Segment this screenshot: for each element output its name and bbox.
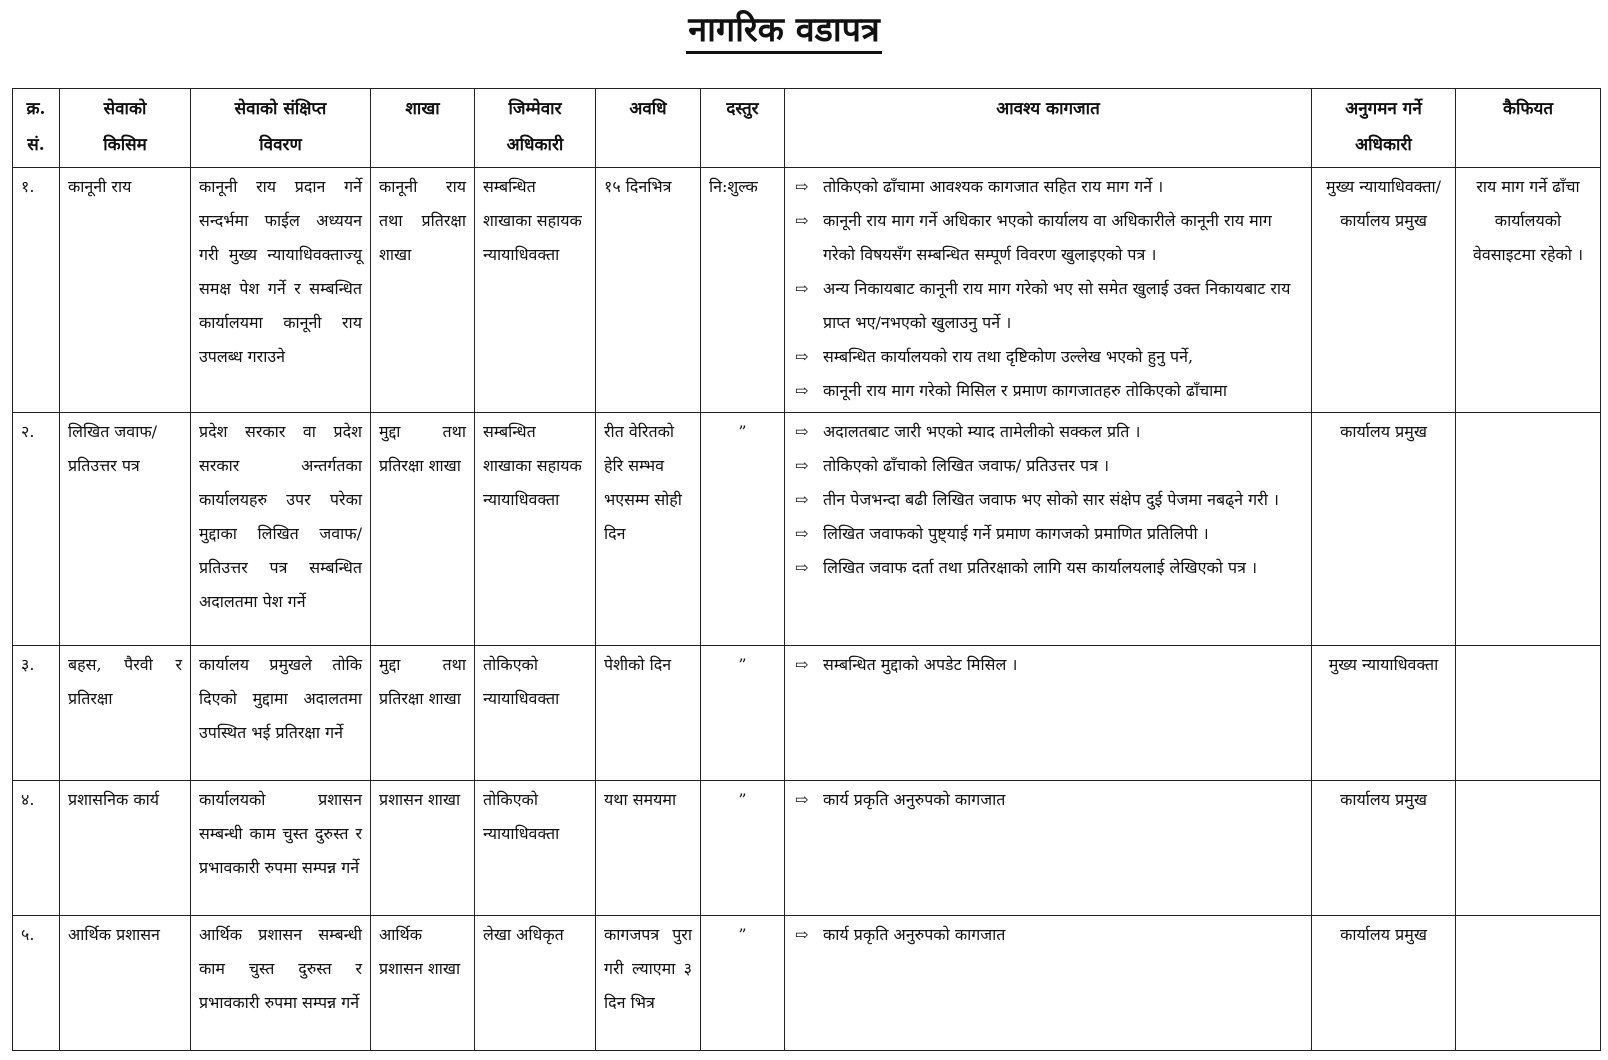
- arrow-right-icon: ⇨: [795, 177, 809, 196]
- header-brief: [191, 89, 371, 168]
- list-item: [793, 648, 1303, 682]
- cell-sn: १.: [13, 168, 60, 413]
- header-service-type: [60, 89, 191, 168]
- arrow-right-icon: ⇨: [795, 456, 809, 475]
- arrow-right-icon: ⇨: [795, 211, 809, 230]
- list-item: [793, 340, 1303, 374]
- cell-monitor: कार्यालय प्रमुख: [1312, 413, 1456, 646]
- cell-documents: [785, 916, 1312, 1051]
- list-item: [793, 918, 1303, 952]
- cell-duration: यथा समयमा: [596, 781, 701, 916]
- header-sn-line1: क्र.: [26, 99, 46, 119]
- header-duration: [596, 89, 701, 168]
- document-text: लिखित जवाफ दर्ता तथा प्रतिरक्षाको लागि यस कार्यालयलाई लेखिएको पत्र ।: [823, 558, 1258, 577]
- list-item: [793, 449, 1303, 483]
- cell-officer: सम्बन्धित शाखाका सहायक न्यायाधिवक्ता: [475, 168, 596, 413]
- cell-branch: प्रशासन शाखा: [371, 781, 475, 916]
- arrow-right-icon: ⇨: [795, 925, 809, 944]
- arrow-right-icon: ⇨: [795, 381, 809, 400]
- cell-documents: [785, 781, 1312, 916]
- cell-fee: ”: [701, 646, 785, 781]
- arrow-right-icon: ⇨: [795, 279, 809, 298]
- header-fee: [701, 89, 785, 168]
- cell-fee: ”: [701, 781, 785, 916]
- cell-service: बहस, पैरवी र प्रतिरक्षा: [60, 646, 191, 781]
- cell-remarks: राय माग गर्ने ढाँचा कार्यालयको वेवसाइटमा रहेको ।: [1456, 168, 1601, 413]
- cell-branch: मुद्दा तथा प्रतिरक्षा शाखा: [371, 413, 475, 646]
- table-row: [13, 781, 1601, 916]
- cell-sn: ५.: [13, 916, 60, 1051]
- cell-officer: तोकिएको न्यायाधिवक्ता: [475, 646, 596, 781]
- list-item: [793, 374, 1303, 408]
- cell-documents: [785, 413, 1312, 646]
- table-row: [13, 413, 1601, 646]
- header-duration-text: अवधि: [629, 99, 667, 119]
- cell-duration: कागजपत्र पुरा गरी ल्याएमा ३ दिन भित्र: [596, 916, 701, 1051]
- list-item: [793, 415, 1303, 449]
- cell-branch: मुद्दा तथा प्रतिरक्षा शाखा: [371, 646, 475, 781]
- document-text: तोकिएको ढाँचामा आवश्यक कागजात सहित राय माग गर्ने ।: [823, 177, 1164, 196]
- document-text: अदालतबाट जारी भएको म्याद तामेलीको सक्कल प्रति ।: [823, 422, 1141, 441]
- header-sn-line2: सं.: [27, 135, 45, 155]
- list-item: [793, 204, 1303, 272]
- cell-service: लिखित जवाफ/ प्रतिउत्तर पत्र: [60, 413, 191, 646]
- list-item: [793, 551, 1303, 585]
- cell-duration: रीत वेरितको हेरि सम्भव भएसम्म सोही दिन: [596, 413, 701, 646]
- cell-documents: [785, 646, 1312, 781]
- document-text: कार्य प्रकृति अनुरुपको कागजात: [823, 790, 1006, 809]
- list-item: [793, 170, 1303, 204]
- header-monitor-line1: अनुगमन गर्ने: [1345, 99, 1422, 119]
- header-monitor: [1312, 89, 1456, 168]
- cell-branch: आर्थिक प्रशासन शाखा: [371, 916, 475, 1051]
- cell-monitor: कार्यालय प्रमुख: [1312, 781, 1456, 916]
- cell-fee: ”: [701, 413, 785, 646]
- documents-list: [793, 918, 1303, 952]
- cell-officer: तोकिएको न्यायाधिवक्ता: [475, 781, 596, 916]
- document-text: लिखित जवाफको पुष्ट्याई गर्ने प्रमाण कागजको प्रमाणित प्रतिलिपी ।: [823, 524, 1209, 543]
- cell-brief: आर्थिक प्रशासन सम्बन्धी काम चुस्त दुरुस्त र प्रभावकारी रुपमा सम्पन्न गर्ने: [191, 916, 371, 1051]
- document-text: अन्य निकायबाट कानूनी राय माग गरेको भए सो समेत खुलाई उक्त निकायबाट राय प्राप्त भए/नभएको खुलाउनु पर्ने ।: [823, 279, 1291, 332]
- cell-service: कानूनी राय: [60, 168, 191, 413]
- cell-remarks: [1456, 646, 1601, 781]
- cell-brief: प्रदेश सरकार वा प्रदेश सरकार अन्तर्गतका कार्यालयहरु उपर परेका मुद्दाका लिखित जवाफ/ प्रतिउत्तर पत्र सम्बन्धित अदालतमा पेश गर्ने: [191, 413, 371, 646]
- documents-list: [793, 648, 1303, 682]
- page-title: [0, 10, 1568, 50]
- cell-duration: पेशीको दिन: [596, 646, 701, 781]
- document-text: कार्य प्रकृति अनुरुपको कागजात: [823, 925, 1006, 944]
- header-branch-text: शाखा: [405, 99, 440, 119]
- cell-branch: कानूनी राय तथा प्रतिरक्षा शाखा: [371, 168, 475, 413]
- document-text: तोकिएको ढाँचाको लिखित जवाफ/ प्रतिउत्तर पत्र ।: [823, 456, 1110, 475]
- header-monitor-line2: अधिकारी: [1355, 135, 1412, 155]
- document-text: सम्बन्धित मुद्दाको अपडेट मिसिल ।: [823, 655, 1018, 674]
- list-item: [793, 483, 1303, 517]
- cell-fee: ”: [701, 916, 785, 1051]
- cell-remarks: [1456, 413, 1601, 646]
- table-row: [13, 646, 1601, 781]
- header-documents: [785, 89, 1312, 168]
- arrow-right-icon: ⇨: [795, 490, 809, 509]
- cell-service: प्रशासनिक कार्य: [60, 781, 191, 916]
- header-service-type-line1: सेवाको: [103, 99, 147, 119]
- documents-list: [793, 783, 1303, 817]
- header-service-type-line2: किसिम: [103, 135, 147, 155]
- cell-duration: १५ दिनभित्र: [596, 168, 701, 413]
- header-documents-text: आवश्य कागजात: [996, 99, 1100, 119]
- document-text: कानूनी राय माग गरेको मिसिल र प्रमाण कागजातहरु तोकिएको ढाँचामा: [823, 381, 1228, 400]
- document-text: कानूनी राय माग गर्ने अधिकार भएको कार्यालय वा अधिकारीले कानूनी राय माग गरेको विषयसँग सम्बन्धित सम्पूर्ण विवरण खुलाइएको पत्र ।: [823, 211, 1272, 264]
- cell-sn: २.: [13, 413, 60, 646]
- documents-list: [793, 170, 1303, 408]
- table-row: [13, 168, 1601, 413]
- document-text: तीन पेजभन्दा बढी लिखित जवाफ भए सोको सार संक्षेप दुई पेजमा नबढ्ने गरी ।: [823, 490, 1279, 509]
- list-item: [793, 783, 1303, 817]
- cell-documents: [785, 168, 1312, 413]
- header-officer-line2: अधिकारी: [506, 135, 564, 155]
- documents-list: [793, 415, 1303, 585]
- list-item: [793, 272, 1303, 340]
- cell-officer: सम्बन्धित शाखाका सहायक न्यायाधिवक्ता: [475, 413, 596, 646]
- cell-monitor: मुख्य न्यायाधिवक्ता/ कार्यालय प्रमुख: [1312, 168, 1456, 413]
- header-branch: [371, 89, 475, 168]
- header-sn: [13, 89, 60, 168]
- arrow-right-icon: ⇨: [795, 790, 809, 809]
- header-officer: [475, 89, 596, 168]
- arrow-right-icon: ⇨: [795, 655, 809, 674]
- cell-sn: ३.: [13, 646, 60, 781]
- header-brief-line1: सेवाको संक्षिप्त: [234, 99, 327, 119]
- header-remarks: [1456, 89, 1601, 168]
- cell-service: आर्थिक प्रशासन: [60, 916, 191, 1051]
- cell-brief: कार्यालय प्रमुखले तोकि दिएको मुद्दामा अदालतमा उपस्थित भई प्रतिरक्षा गर्ने: [191, 646, 371, 781]
- cell-officer: लेखा अधिकृत: [475, 916, 596, 1051]
- header-remarks-text: कैफियत: [1502, 99, 1554, 119]
- arrow-right-icon: ⇨: [795, 422, 809, 441]
- cell-fee: नि:शुल्क: [701, 168, 785, 413]
- header-officer-line1: जिम्मेवार: [508, 99, 562, 119]
- header-row: [13, 89, 1601, 168]
- document-text: सम्बन्धित कार्यालयको राय तथा दृष्टिकोण उल्लेख भएको हुनु पर्ने,: [823, 347, 1194, 366]
- header-brief-line2: विवरण: [259, 135, 302, 155]
- cell-brief: कानूनी राय प्रदान गर्ने सन्दर्भमा फाईल अध्ययन गरी मुख्य न्यायाधिवक्ताज्यू समक्ष पेश गर्ने र सम्बन्धित कार्यालयमा कानूनी राय उपलब्ध गराउने: [191, 168, 371, 413]
- arrow-right-icon: ⇨: [795, 347, 809, 366]
- page-title-text: नागरिक वडापत्र: [686, 10, 881, 54]
- cell-remarks: [1456, 781, 1601, 916]
- cell-monitor: कार्यालय प्रमुख: [1312, 916, 1456, 1051]
- citizen-charter-table: [12, 88, 1601, 1051]
- cell-remarks: [1456, 916, 1601, 1051]
- arrow-right-icon: ⇨: [795, 558, 809, 577]
- list-item: [793, 517, 1303, 551]
- header-fee-text: दस्तुर: [726, 99, 759, 119]
- cell-sn: ४.: [13, 781, 60, 916]
- table-row: [13, 916, 1601, 1051]
- cell-brief: कार्यालयको प्रशासन सम्बन्धी काम चुस्त दुरुस्त र प्रभावकारी रुपमा सम्पन्न गर्ने: [191, 781, 371, 916]
- arrow-right-icon: ⇨: [795, 524, 809, 543]
- cell-monitor: मुख्य न्यायाधिवक्ता: [1312, 646, 1456, 781]
